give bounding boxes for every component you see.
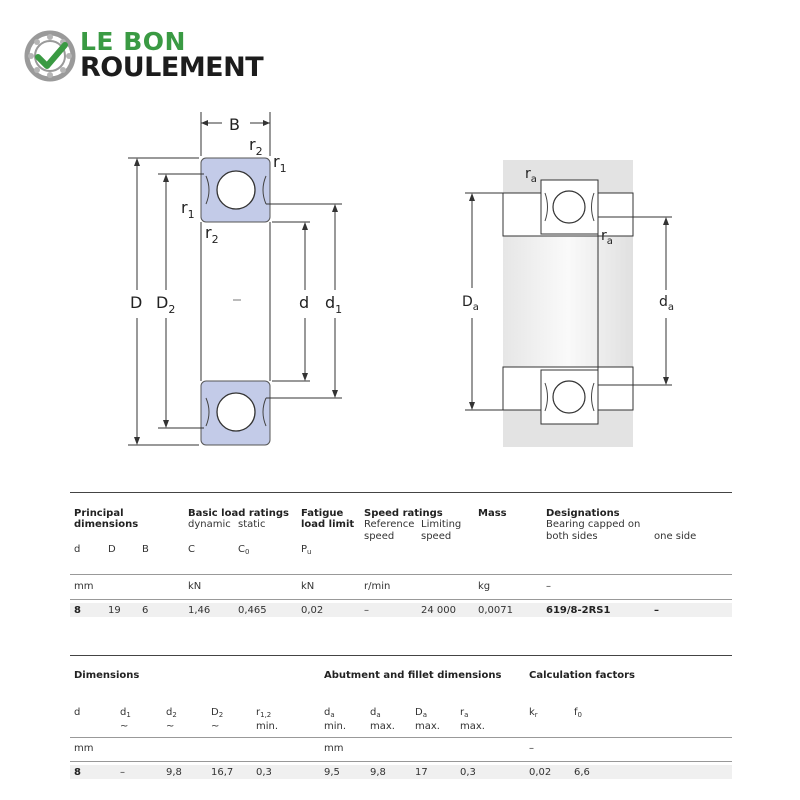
label-r1-left: $r_1$ — [181, 198, 195, 221]
t1-sym-d: d — [74, 544, 81, 555]
t2-val-D2: 16,7 — [211, 767, 234, 778]
t2-val-d2: 9,8 — [166, 767, 182, 778]
table2-top-rule — [70, 655, 732, 656]
t1-u-kN1: kN — [188, 581, 202, 592]
t1-h-limspeed: speed — [421, 531, 452, 542]
t1-u-mm: mm — [74, 581, 94, 592]
t1-u-dash: – — [546, 581, 551, 592]
t2-h-abutment: Abutment and fillet dimensions — [324, 670, 502, 681]
table-row — [70, 603, 732, 617]
table1-row-rule — [70, 599, 732, 600]
t2-sym-da-max: $d_a$ max. — [370, 707, 395, 732]
t1-h-both: both sides — [546, 531, 598, 542]
t1-sym-D: D — [108, 544, 116, 555]
label-D2: $D_2$ — [156, 293, 176, 316]
t1-h-dimensions: dimensions — [74, 519, 139, 530]
t2-h-dimensions: Dimensions — [74, 670, 140, 681]
t2-sym-d1: $d_1$ ~ — [120, 707, 131, 732]
t2-u-mm1: mm — [74, 743, 94, 754]
table2-mid-rule — [70, 737, 732, 738]
brand-line2: ROULEMENT — [80, 52, 264, 83]
t1-u-kg: kg — [478, 581, 491, 592]
t1-val-C: 1,46 — [188, 605, 211, 616]
label-r2-left: $r_2$ — [205, 223, 219, 246]
t1-sym-C0: $C_0$ — [238, 544, 250, 556]
t1-h-capped: Bearing capped on — [546, 519, 641, 530]
t2-h-calc: Calculation factors — [529, 670, 635, 681]
t1-sym-Pu: $P_u$ — [301, 544, 312, 556]
t1-h-basic: Basic load ratings — [188, 508, 289, 519]
label-ra-right: $r_a$ — [601, 228, 613, 247]
t1-h-mass: Mass — [478, 508, 507, 519]
t1-val-Pu: 0,02 — [301, 605, 324, 616]
label-ra-top: $r_a$ — [525, 166, 537, 185]
t1-val-d: 8 — [74, 605, 81, 616]
t2-sym-da-min: $d_a$ min. — [324, 707, 347, 732]
t1-h-static: static — [238, 519, 266, 530]
t2-sym-D2: $D_2$ ~ — [211, 707, 224, 732]
t2-sym-r12: $r_{1,2}$ min. — [256, 707, 279, 732]
t1-h-one: one side — [654, 531, 697, 542]
t1-h-loadlimit: load limit — [301, 519, 355, 530]
t2-sym-kr: $k_r$ — [529, 707, 538, 719]
t2-val-da-max: 9,8 — [370, 767, 386, 778]
label-d: d — [299, 293, 310, 312]
t2-val-d: 8 — [74, 767, 81, 778]
label-Da: $D_a$ — [462, 294, 479, 313]
label-B: B — [229, 115, 240, 134]
t1-h-designations: Designations — [546, 508, 620, 519]
t2-val-kr: 0,02 — [529, 767, 552, 778]
t2-sym-Da-max: $D_a$ max. — [415, 707, 440, 732]
t1-h-dynamic: dynamic — [188, 519, 231, 530]
label-da: $d_a$ — [659, 294, 675, 313]
t1-val-lim: 24 000 — [421, 605, 456, 616]
t1-h-speed: Speed ratings — [364, 508, 443, 519]
brand-line1: LE BON — [80, 27, 186, 56]
label-D: D — [130, 293, 143, 312]
t2-sym-ra-max: $r_a$ max. — [460, 707, 485, 732]
t2-sym-d: d — [74, 707, 81, 718]
t1-h-reference: Reference — [364, 519, 415, 530]
t1-val-both: 619/8-2RS1 — [546, 605, 611, 616]
t2-val-d1: – — [120, 767, 125, 778]
table2-row-rule — [70, 761, 732, 762]
t2-u-dash: – — [529, 743, 534, 754]
t1-val-mass: 0,0071 — [478, 605, 513, 616]
t1-val-one: – — [654, 605, 659, 616]
t1-h-limiting: Limiting — [421, 519, 462, 530]
t1-h-fatigue: Fatigue — [301, 508, 344, 519]
t2-u-mm2: mm — [324, 743, 344, 754]
t1-val-ref: – — [364, 605, 369, 616]
table1-mid-rule — [70, 574, 732, 575]
t2-val-da-min: 9,5 — [324, 767, 340, 778]
t1-val-B: 6 — [142, 605, 149, 616]
t2-val-f0: 6,6 — [574, 767, 590, 778]
t1-u-rmin: r/min — [364, 581, 391, 592]
t1-sym-B: B — [142, 544, 149, 555]
t1-h-refspeed: speed — [364, 531, 395, 542]
t2-val-Da-max: 17 — [415, 767, 428, 778]
t1-sym-C: C — [188, 544, 195, 555]
label-d1: $d_1$ — [325, 293, 343, 316]
label-r1-top: $r_1$ — [273, 152, 287, 175]
t2-val-ra-max: 0,3 — [460, 767, 476, 778]
t1-h-principal: Principal — [74, 508, 124, 519]
t2-sym-f0: $f_0$ — [574, 707, 582, 719]
t1-u-kN2: kN — [301, 581, 315, 592]
t1-val-D: 19 — [108, 605, 121, 616]
label-r2-top: $r_2$ — [249, 135, 263, 158]
t2-val-r12: 0,3 — [256, 767, 272, 778]
t1-val-C0: 0,465 — [238, 605, 267, 616]
t2-sym-d2: $d_2$ ~ — [166, 707, 177, 732]
